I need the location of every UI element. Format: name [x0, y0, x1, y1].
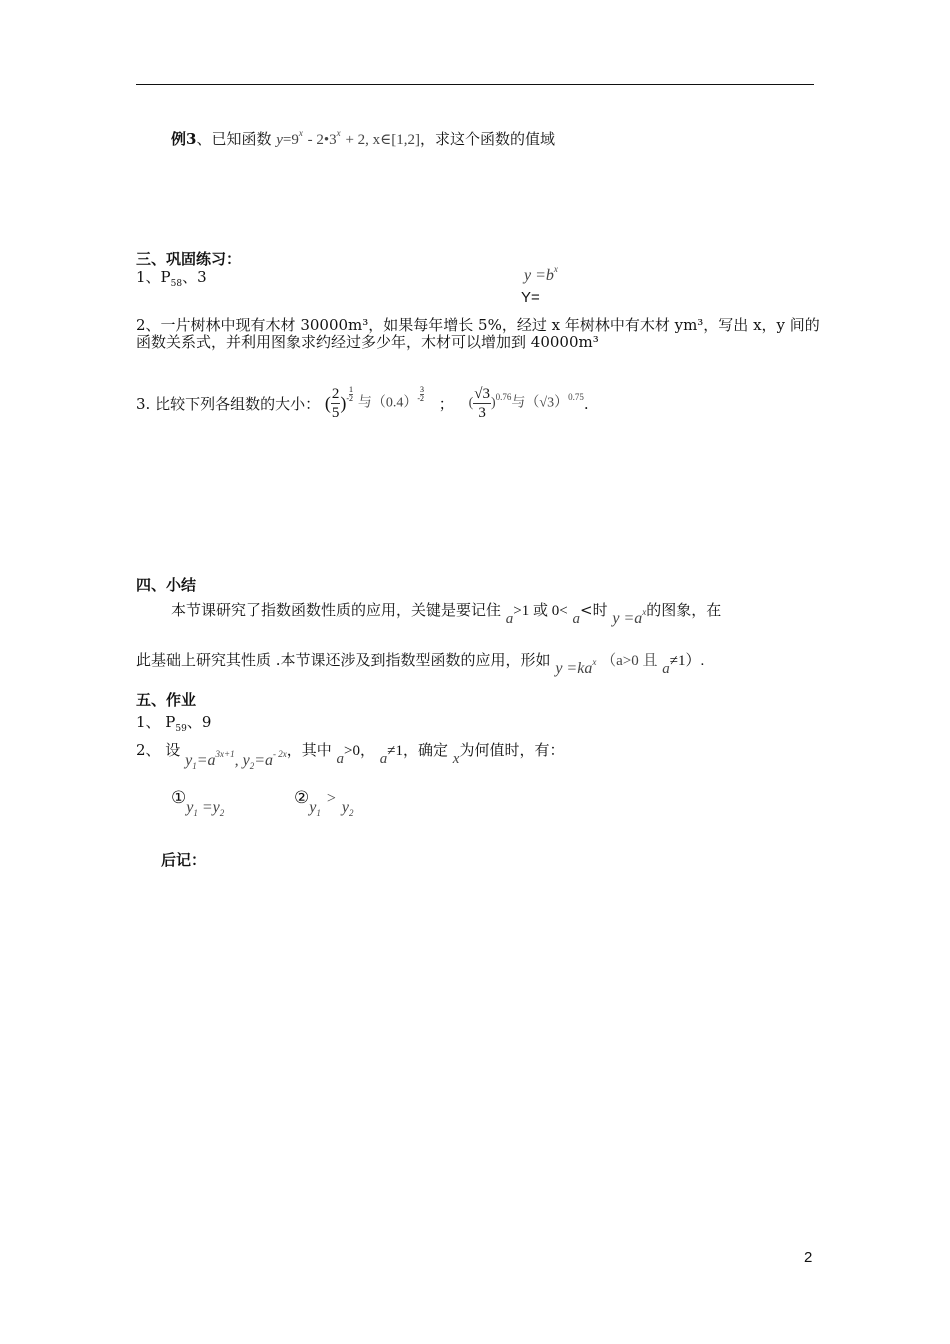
summary-var-a-1: a: [505, 611, 514, 627]
case-2-rhs: $y_2$: [341, 799, 354, 818]
compare-with-sqrt3: 与（√3）: [511, 395, 569, 411]
section-3-item-1-suffix: 、3: [182, 268, 207, 286]
example-3: [171, 129, 555, 148]
fraction-sqrt3-3: $\frac{√3}{3}$: [474, 386, 490, 421]
homework-case-2: [294, 788, 354, 818]
item-3-period: .: [583, 395, 589, 413]
section-4-title: 四、小结: [136, 576, 197, 594]
example-3-expr-mid: - 2•3: [307, 132, 337, 148]
homework-item-1-sub: 59: [175, 724, 187, 734]
summary-line-1-c: >1 或 0<: [513, 603, 568, 619]
summary-var-a-2: a: [572, 611, 580, 627]
summary-line-2: [136, 650, 705, 677]
example-3-expr-y: y: [276, 132, 283, 148]
summary-line-2-d: （a>0 且: [601, 653, 658, 669]
case-1-equation: $y_1 =y_2$: [186, 799, 225, 818]
summary-line-1-a: 本节课研究了指数函数性质的应用，关键是要记住: [171, 601, 502, 619]
homework-item-1-prefix: 1、 P: [136, 713, 176, 731]
case-2-operator: >: [326, 790, 336, 807]
homework-case-1: [171, 788, 225, 818]
homework-var-x: x: [452, 751, 460, 767]
example-3-intro: 、已知函数: [196, 130, 272, 148]
homework-var-a-1: a: [336, 751, 345, 767]
section-3-item-3: [136, 386, 589, 421]
exponent-neg-half: - $\frac{1}{2}$: [346, 385, 354, 403]
header-rule: [136, 84, 814, 85]
homework-item-2-d: >0，: [344, 743, 375, 759]
homework-item-2-b: ，其中: [286, 741, 332, 759]
section-3-item-1-sub: 58: [170, 279, 183, 289]
summary-line-1: [171, 600, 722, 627]
homework-item-1: [136, 715, 211, 734]
fraction-2-5: $\frac{2}{5}$: [331, 386, 340, 421]
formula-left: y =b: [524, 267, 554, 284]
example-3-expr-exp1: x: [298, 128, 303, 138]
summary-formula-y-a-x: $y =a^x$: [612, 607, 647, 627]
example-3-question: ，求这个函数的值域: [420, 130, 556, 148]
formula-exp: x: [553, 264, 558, 274]
paren-open-1: (: [324, 393, 331, 414]
section-3-item-3-text: 3. 比较下列各组数的大小：: [136, 395, 321, 413]
homework-item-2-lead: 2、 设: [136, 741, 181, 759]
exponent-neg-three-halves: - $\frac{3}{2}$: [417, 385, 424, 403]
summary-line-2-a: 此基础上研究其性质 .本节课还涉及到指数型函数的应用，形如: [136, 651, 551, 669]
exponent-0-76: 0.76: [495, 392, 512, 402]
summary-line-1-h: 的图象，在: [646, 601, 722, 619]
compare-with-0-4: 与（0.4）: [357, 395, 418, 411]
example-3-expr-eq: =9: [282, 132, 299, 148]
page-number: 2: [804, 1249, 813, 1266]
section-3-item-2-line-2: 函数关系式，并利用图象求约经过多少年，木材可以增加到 40000m³: [136, 333, 599, 351]
homework-formula-y1-y2: $y_1=a^{3x+1}$, $y_2=a^{- 2x}$: [185, 749, 287, 771]
exponent-0-75: 0.75: [568, 392, 584, 402]
case-2-marker: ②: [294, 788, 310, 808]
summary-line-2-f: ≠1）.: [669, 653, 705, 669]
afterword: 后记：: [161, 851, 207, 869]
section-3-item-1: [136, 270, 207, 289]
paren-close-1: ): [340, 393, 347, 414]
case-1-marker: ①: [171, 788, 187, 808]
homework-item-2: [136, 740, 565, 771]
formula-y-b-x: [524, 265, 558, 284]
homework-item-1-suffix: 、9: [186, 713, 212, 731]
formula-label: Y=: [521, 289, 540, 306]
summary-line-1-e: <时: [580, 601, 608, 619]
example-3-expr-exp2: x: [336, 128, 341, 138]
semicolon: ；: [438, 395, 454, 413]
example-3-expr-tail: + 2, x∈[1,2]: [345, 132, 420, 148]
homework-item-2-f: ≠1，确定: [387, 743, 449, 759]
case-2-inequality: $y_1$: [309, 799, 321, 818]
paren-open-2: (: [468, 395, 474, 411]
summary-formula-y-ka-x: $y =ka^x$: [555, 657, 597, 677]
homework-var-a-2: a: [379, 751, 388, 767]
section-3-item-1-prefix: 1、P: [136, 268, 171, 286]
homework-item-2-h: 为何值时，有：: [459, 741, 565, 759]
section-3-title: 三、巩固练习：: [136, 250, 242, 268]
section-3-item-2-line-1: 2、一片树林中现有木材 30000m³，如果每年增长 5%，经过 x 年树林中有木材 ym³，写出 x，y 间的: [136, 316, 820, 334]
paren-close-2: ): [490, 395, 496, 411]
example-3-label: 例3: [171, 130, 197, 148]
summary-var-a-3: a: [662, 661, 670, 677]
section-5-title: 五、作业: [136, 691, 197, 709]
